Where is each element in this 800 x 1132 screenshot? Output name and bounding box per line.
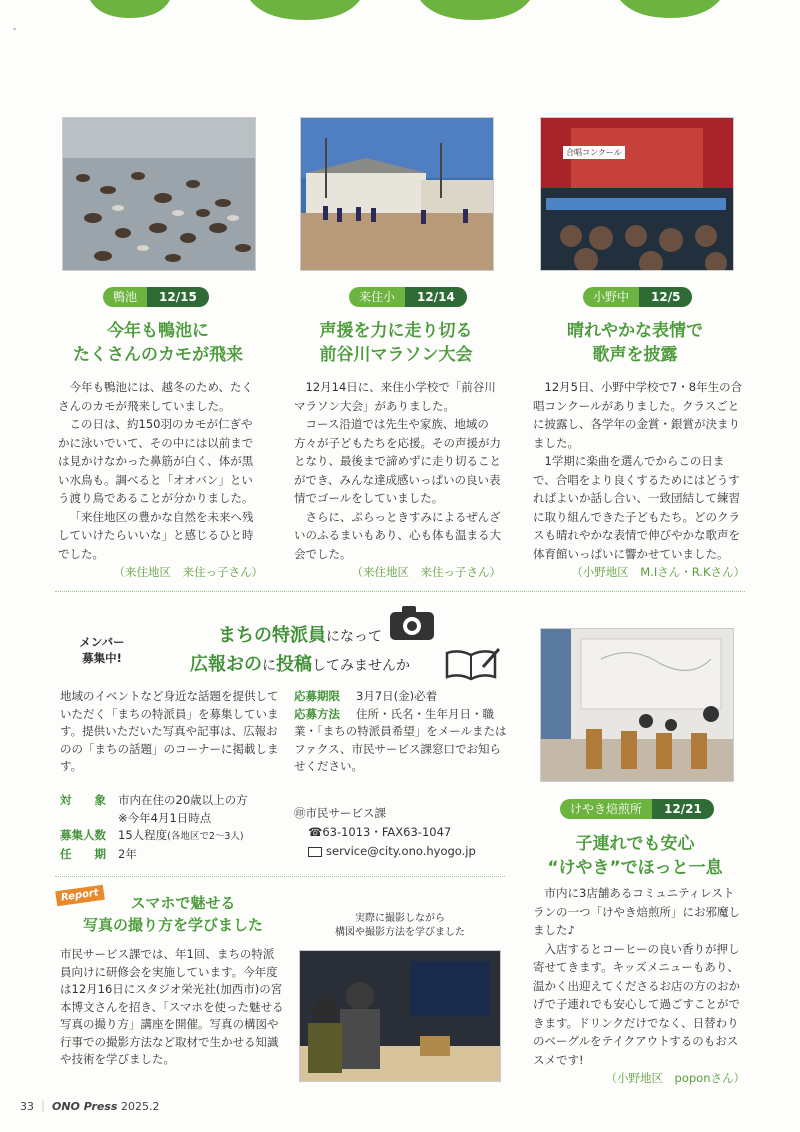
article-title bbox=[535, 319, 735, 367]
paragraph: さらに、ぷらっときすみによるぜんざいのふるまいもあり、心も体も温まる大会でした。 bbox=[294, 509, 501, 561]
label-count: 募集人数 bbox=[60, 828, 106, 842]
credit: （来住地区 来住っ子さん） bbox=[113, 565, 263, 579]
label-method: 応募方法 bbox=[294, 706, 340, 721]
paragraph: 今年も鴨池には、越冬のため、たくさんのカモが飛来していました。 bbox=[58, 380, 254, 413]
paragraph: 市内に3店舗あるコミュニティレストランの一つ「けやき焙煎所」にお邪魔しました♪ bbox=[533, 886, 740, 937]
title-line: 歌声を披露 bbox=[592, 345, 678, 365]
camera-icon bbox=[388, 604, 436, 642]
tag-date: 12/21 bbox=[652, 799, 714, 819]
report-caption bbox=[300, 912, 500, 940]
paragraph: 「来住地区の豊かな自然を未来へ残していけたらいいな」と感じるひと時でした。 bbox=[58, 509, 254, 561]
recruit-apply bbox=[294, 688, 508, 776]
label-deadline: 応募期限 bbox=[294, 689, 340, 703]
tag-place: けやき焙煎所 bbox=[560, 799, 652, 819]
value-deadline: 3月7日(金)必着 bbox=[356, 689, 438, 703]
title-line: 前谷川マラソン大会 bbox=[319, 345, 473, 365]
value-target: 市内在住の20歳以上の方 bbox=[118, 793, 248, 807]
issue-date: 2025.2 bbox=[120, 1100, 160, 1113]
top-wave-decoration bbox=[0, 0, 800, 30]
title-line: 子連れでも安心 bbox=[575, 834, 695, 854]
tag-chorus bbox=[583, 287, 692, 307]
title-line: 晴れやかな表情で bbox=[567, 321, 703, 341]
credit: （小野地区 M.Iさん・R.Kさん） bbox=[571, 565, 745, 579]
credit: （来住地区 来住っ子さん） bbox=[351, 565, 501, 579]
report-badge: Report bbox=[55, 885, 104, 906]
photo-ducks bbox=[62, 117, 256, 271]
value-count: 15人程度 bbox=[118, 828, 168, 842]
tag-place: 来住小 bbox=[349, 287, 405, 307]
paragraph: コース沿道では先生や家族、地域の方々が子どもたちを応援。その声援が力となり、最後まで諦めずに走り切ることができ、みんな達成感いっぱいの良い表情でゴールをしていました。 bbox=[294, 417, 501, 505]
headline-part: まちの特派員 bbox=[218, 625, 326, 646]
section-divider bbox=[55, 876, 505, 877]
article-title bbox=[535, 832, 735, 880]
notebook-pen-icon bbox=[443, 645, 501, 681]
report-body bbox=[60, 946, 284, 1069]
title-line: スマホで魅せる bbox=[130, 894, 236, 912]
title-line: 写真の撮り方を学びました bbox=[82, 916, 263, 934]
article-body bbox=[58, 378, 263, 582]
recruit-badge bbox=[72, 634, 132, 666]
paragraph: 入店するとコーヒーの良い香りが押し寄せてきます。キッズメニューもあり、温かく出迎えてくださるお店の方のおかげで子連れでも安心して過ごすことができます。ドリンクだけでなく、日替わりのベーグルをテイクアウトするのもおススメです! bbox=[533, 941, 740, 1067]
value-term: 2年 bbox=[118, 846, 137, 861]
report-text: 市民サービス課では、年1回、まちの特派員向けに研修会を実施しています。今年度は12月16日にスタジオ栄光社(加西市)の宮本博文さんを招き、「スマホを使った魅せる写真の撮り方」講座を開催。写真の構図や行事での撮影方法など取材で生かせる知識や技術を学びました。 bbox=[60, 947, 284, 1066]
paragraph: 12月14日に、来住小学校で「前谷川マラソン大会」がありました。 bbox=[294, 380, 496, 413]
article-title bbox=[62, 319, 254, 367]
paragraph: 1学期に楽曲を選んでからこの日まで、合唱をより良くするためにはどうすればよいか話し合い、一致団結して練習に取り組んできた子どもたち。どのクラスも晴れやかな表情で伸びやかな歌声を体育館いっぱいに響かせていました。 bbox=[533, 454, 740, 561]
intro-text: 地域のイベントなど身近な話題を提供していただく「まちの特派員」を募集しています。提供いただいた写真や記事は、広報おのの「まちの話題」のコーナーに掲載します。 bbox=[60, 689, 279, 773]
tag-date: 12/15 bbox=[147, 287, 209, 307]
magazine-name: ONO Press bbox=[52, 1100, 118, 1113]
footer-divider: ｜ bbox=[37, 1100, 49, 1113]
headline-part: してみませんか bbox=[312, 658, 410, 674]
tag-date: 12/14 bbox=[405, 287, 467, 307]
contact-tel: ☎63-1013・FAX63-1047 bbox=[308, 825, 452, 839]
caption-line: 実際に撮影しながら bbox=[355, 913, 445, 924]
recruit-details bbox=[60, 792, 290, 863]
badge-line: 募集中! bbox=[82, 651, 122, 665]
tag-cafe bbox=[560, 799, 714, 819]
section-divider bbox=[55, 591, 745, 592]
corner-mark: ˇ bbox=[12, 28, 17, 39]
photo-workshop bbox=[299, 950, 501, 1082]
title-line: 声援を力に走り切る bbox=[319, 321, 473, 341]
recruit-intro bbox=[60, 688, 282, 776]
page-number: 33 bbox=[20, 1100, 34, 1113]
headline-part: 広報おの bbox=[190, 654, 262, 675]
contact-dept: ㊞市民サービス課 bbox=[294, 806, 386, 820]
photo-chorus bbox=[540, 117, 734, 271]
title-line: 今年も鴨池に bbox=[107, 321, 209, 341]
value-method: 住所・氏名・生年月日・職業・「まちの特派員希望」をメールまたはファクス、市民サービス課窓口でお知らせください。 bbox=[294, 706, 507, 773]
caption-line: 構図や撮影方法を学びました bbox=[335, 927, 465, 938]
label-target: 対 象 bbox=[60, 793, 106, 807]
mail-icon bbox=[308, 847, 322, 857]
title-line: たくさんのカモが飛来 bbox=[73, 345, 243, 365]
photo-cafe bbox=[540, 628, 734, 782]
page-footer bbox=[20, 1098, 159, 1114]
note-target: ※今年4月1日時点 bbox=[118, 810, 212, 825]
article-body bbox=[533, 378, 745, 582]
paragraph: 12月5日、小野中学校で7・8年生の合唱コンクールがありました。クラスごとに披露し、各学年の金賞・銀賞が決まりました。 bbox=[533, 380, 743, 450]
contact-email[interactable]: service@city.ono.hyogo.jp bbox=[326, 844, 476, 858]
tag-place: 鴨池 bbox=[103, 287, 147, 307]
tag-ducks bbox=[103, 287, 209, 307]
note-count: (各地区で2～3人) bbox=[167, 831, 244, 842]
article-body bbox=[533, 884, 745, 1088]
article-title bbox=[290, 319, 502, 367]
banner-text: 合唱コンクール bbox=[563, 146, 625, 159]
tag-marathon bbox=[349, 287, 467, 307]
contact-block bbox=[294, 804, 508, 861]
credit: （小野地区 poponさん） bbox=[605, 1071, 745, 1085]
photo-marathon bbox=[300, 117, 494, 271]
badge-line: メンバー bbox=[79, 635, 125, 649]
tag-place: 小野中 bbox=[583, 287, 639, 307]
label-term: 任 期 bbox=[60, 846, 106, 861]
headline-part: 投稿 bbox=[276, 654, 312, 675]
tag-date: 12/5 bbox=[639, 287, 692, 307]
paragraph: この日は、約150羽のカモが仁ぎやかに泳いでいて、その中には以前までは見かけなかった鼻筋が白く、体が黒い水鳥も。調べると「オオバン」という渡り鳥であることが分かりました。 bbox=[58, 417, 254, 505]
report-title bbox=[62, 892, 284, 936]
headline-part: に bbox=[262, 658, 276, 674]
title-line: “けやき”でほっと一息 bbox=[547, 858, 723, 878]
headline-part: になって bbox=[326, 629, 382, 645]
article-body bbox=[294, 378, 501, 582]
